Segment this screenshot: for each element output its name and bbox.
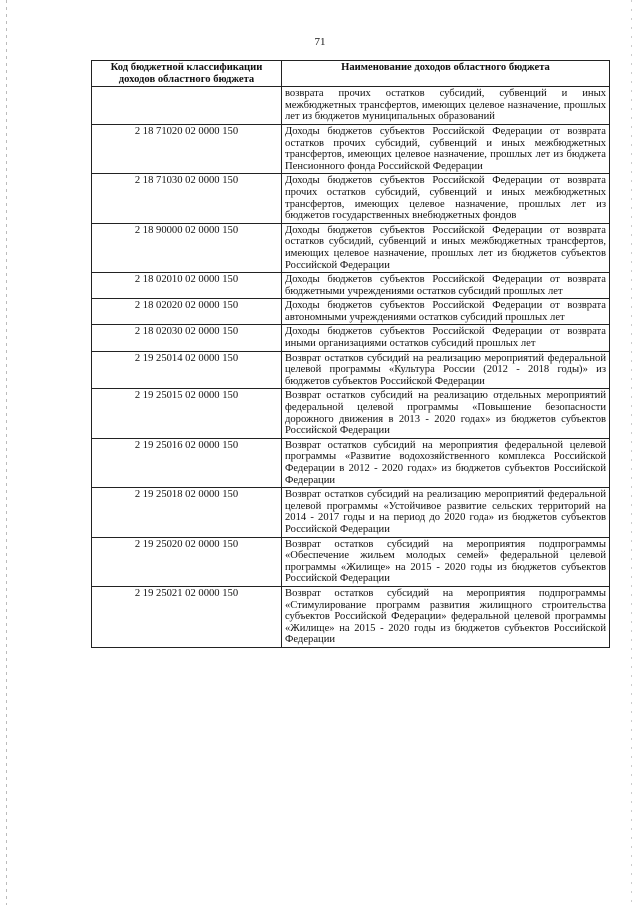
row-code-cell: 2 18 02010 02 0000 150: [92, 273, 282, 299]
row-name-cell: Возврат остатков субсидий на реализацию отдельных мероприятий федеральной целевой программы «Повышение безопасности дорожного движения в 2013 - 2020 годах» из бюджетов субъектов Российской Федерации: [282, 389, 610, 438]
table-row: [92, 299, 610, 325]
row-name-cell: Доходы бюджетов субъектов Российской Федерации от возврата прочих остатков субсидий, субвенций и иных межбюджетных трансфертов, имеющих целевое назначение, прошлых лет из бюджетов государственных внебюджетных фондов: [282, 174, 610, 223]
row-code-cell: 2 19 25021 02 0000 150: [92, 586, 282, 647]
row-name-cell: Доходы бюджетов субъектов Российской Федерации от возврата остатков субсидий, субвенций и иных межбюджетных трансфертов, имеющих целевое назначение, прошлых лет из бюджетов субъектов Российской Федерации: [282, 223, 610, 272]
row-code-cell: [92, 87, 282, 125]
row-name-cell: Возврат остатков субсидий на реализацию мероприятий федеральной целевой программы «Устойчивое развитие сельских территорий на 2014 - 2017 годы и на период до 2020 года» из бюджетов субъектов Российской Федерации: [282, 488, 610, 537]
row-code-cell: 2 19 25018 02 0000 150: [92, 488, 282, 537]
table-row: [92, 351, 610, 389]
row-code-cell: 2 18 71030 02 0000 150: [92, 174, 282, 223]
table-row: [92, 87, 610, 125]
header-name: Наименование доходов областного бюджета: [282, 61, 610, 87]
row-name-cell: Возврат остатков субсидий на мероприятия федеральной целевой программы «Развитие водохозяйственного комплекса Российской Федерации в 2012 - 2020 годах» из бюджетов субъектов Российской Федерации: [282, 438, 610, 487]
row-code-cell: 2 19 25014 02 0000 150: [92, 351, 282, 389]
table-row: [92, 488, 610, 537]
table-row: [92, 537, 610, 586]
row-code-cell: 2 19 25016 02 0000 150: [92, 438, 282, 487]
table-header-row: [92, 61, 610, 87]
table-row: [92, 273, 610, 299]
table-row: [92, 586, 610, 647]
row-name-cell: Возврат остатков субсидий на мероприятия подпрограммы «Обеспечение жильем молодых семей» федеральной целевой программы «Жилище» на 2015 - 2020 годы из бюджетов субъектов Российской Федерации: [282, 537, 610, 586]
row-code-cell: 2 18 02030 02 0000 150: [92, 325, 282, 351]
header-code: Код бюджетной классификации доходов областного бюджета: [92, 61, 282, 87]
row-name-cell: Доходы бюджетов субъектов Российской Федерации от возврата иными организациями остатков субсидий прошлых лет: [282, 325, 610, 351]
scan-edge-right: [631, 0, 632, 905]
row-name-cell: Доходы бюджетов субъектов Российской Федерации от возврата автономными учреждениями остатков субсидий прошлых лет: [282, 299, 610, 325]
table-row: [92, 124, 610, 173]
table-row: [92, 174, 610, 223]
table-row: [92, 325, 610, 351]
row-name-cell: Доходы бюджетов субъектов Российской Федерации от возврата бюджетными учреждениями остатков субсидий прошлых лет: [282, 273, 610, 299]
row-name-cell: Возврат остатков субсидий на реализацию мероприятий федеральной целевой программы «Культура России (2012 - 2018 годы)» из бюджетов субъектов Российской Федерации: [282, 351, 610, 389]
row-code-cell: 2 18 02020 02 0000 150: [92, 299, 282, 325]
budget-classification-table: [91, 60, 610, 648]
row-code-cell: 2 19 25020 02 0000 150: [92, 537, 282, 586]
scan-edge-left: [6, 0, 7, 905]
row-name-cell: Возврат остатков субсидий на мероприятия подпрограммы «Стимулирование программ развития жилищного строительства субъектов Российской Федерации» федеральной целевой программы «Жилище» на 2015 - 2020 годы из бюджетов субъектов Российской Федерации: [282, 586, 610, 647]
table-body: [92, 87, 610, 648]
table-row: [92, 223, 610, 272]
row-name-cell: возврата прочих остатков субсидий, субвенций и иных межбюджетных трансфертов, имеющих целевое назначение, прошлых лет из бюджетов муниципальных образований: [282, 87, 610, 125]
table-row: [92, 389, 610, 438]
row-code-cell: 2 19 25015 02 0000 150: [92, 389, 282, 438]
page-number: 71: [314, 36, 326, 48]
row-code-cell: 2 18 90000 02 0000 150: [92, 223, 282, 272]
row-name-cell: Доходы бюджетов субъектов Российской Федерации от возврата остатков прочих субсидий, субвенций и иных межбюджетных трансфертов, имеющих целевое назначение, прошлых лет из бюджета Пенсионного фонда Российской Федерации: [282, 124, 610, 173]
table-row: [92, 438, 610, 487]
row-code-cell: 2 18 71020 02 0000 150: [92, 124, 282, 173]
